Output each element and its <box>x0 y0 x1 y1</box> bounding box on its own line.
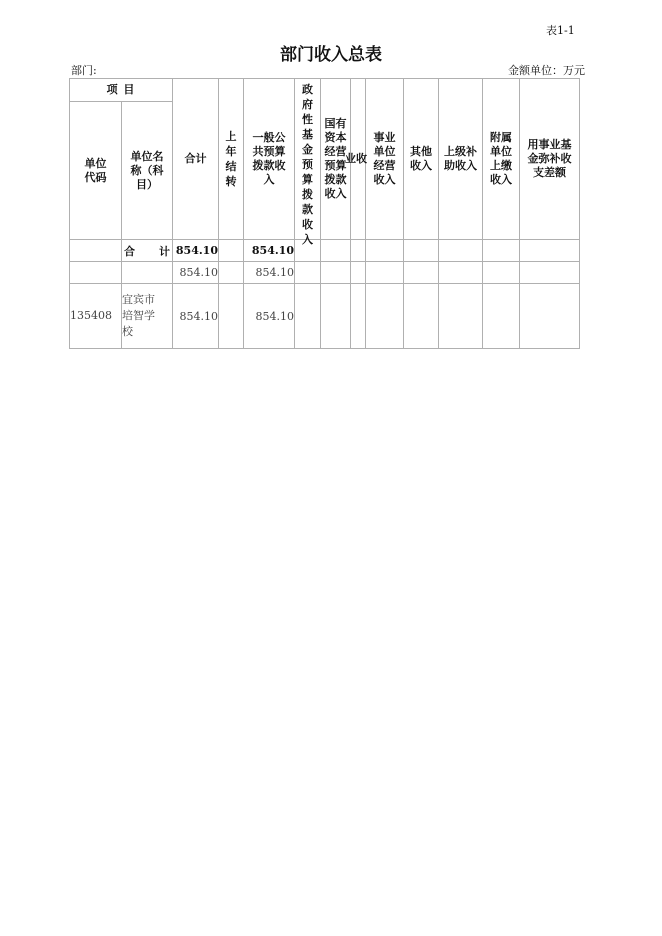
cell-empty <box>404 240 439 262</box>
cell-empty <box>366 284 404 349</box>
table-row <box>70 284 580 349</box>
cell-general-budget: 854.10 <box>244 262 295 284</box>
cell-empty <box>520 262 580 284</box>
cell-general-budget: 854.10 <box>244 240 295 262</box>
cell-total: 854.10 <box>173 262 219 284</box>
cell-empty <box>520 240 580 262</box>
header-row-1 <box>70 79 580 102</box>
header-unit-name: 单位名称（科目） <box>122 102 173 240</box>
header-affiliated-unit: 附属单位上缴收入 <box>483 79 520 240</box>
department-label: 部门: <box>71 64 97 77</box>
cell-last-year <box>219 262 244 284</box>
cell-empty <box>483 262 520 284</box>
cell-code: 135408 <box>70 284 122 349</box>
header-state-capital: 国有资本经营预算拨款收入 <box>321 79 351 240</box>
cell-empty <box>366 262 404 284</box>
cell-empty <box>366 240 404 262</box>
cell-empty <box>351 262 366 284</box>
cell-empty <box>483 284 520 349</box>
header-business-operation: 事业单位经营收入 <box>366 79 404 240</box>
page-title: 部门收入总表 <box>280 45 382 65</box>
cell-empty <box>404 262 439 284</box>
header-narrow-column: 业收 <box>351 79 366 240</box>
cell-total: 854.10 <box>173 284 219 349</box>
header-general-budget: 一般公共预算拨款收入 <box>244 79 295 240</box>
cell-name: 宜宾市培智学校 <box>122 284 173 349</box>
cell-last-year <box>219 284 244 349</box>
cell-last-year <box>219 240 244 262</box>
header-project: 项 目 <box>70 79 173 102</box>
cell-empty <box>321 262 351 284</box>
header-last-year: 上年结转 <box>219 79 244 240</box>
cell-empty <box>439 240 483 262</box>
cell-total: 854.10 <box>173 240 219 262</box>
cell-code <box>70 240 122 262</box>
cell-empty <box>351 240 366 262</box>
cell-empty <box>439 262 483 284</box>
table-row <box>70 262 580 284</box>
header-superior-subsidy: 上级补助收入 <box>439 79 483 240</box>
cell-empty <box>351 284 366 349</box>
table-number: 表1-1 <box>546 24 575 37</box>
cell-empty <box>520 284 580 349</box>
cell-empty <box>321 284 351 349</box>
cell-name <box>122 262 173 284</box>
table-row <box>70 240 580 262</box>
cell-general-budget: 854.10 <box>244 284 295 349</box>
header-gov-fund: 政府性基金预算拨款收入 <box>295 79 321 240</box>
header-fund-balance: 用事业基金弥补收支差额 <box>520 79 580 240</box>
header-total: 合计 <box>173 79 219 240</box>
revenue-summary-table <box>69 78 580 349</box>
header-other-income: 其他收入 <box>404 79 439 240</box>
cell-empty <box>295 284 321 349</box>
cell-name: 合 计 <box>122 240 173 262</box>
header-unit-code: 单位代码 <box>70 102 122 240</box>
amount-unit-label: 金额单位：万元 <box>508 64 585 77</box>
cell-code <box>70 262 122 284</box>
cell-empty <box>483 240 520 262</box>
cell-empty <box>295 262 321 284</box>
cell-empty <box>439 284 483 349</box>
cell-empty <box>404 284 439 349</box>
cell-empty <box>321 240 351 262</box>
